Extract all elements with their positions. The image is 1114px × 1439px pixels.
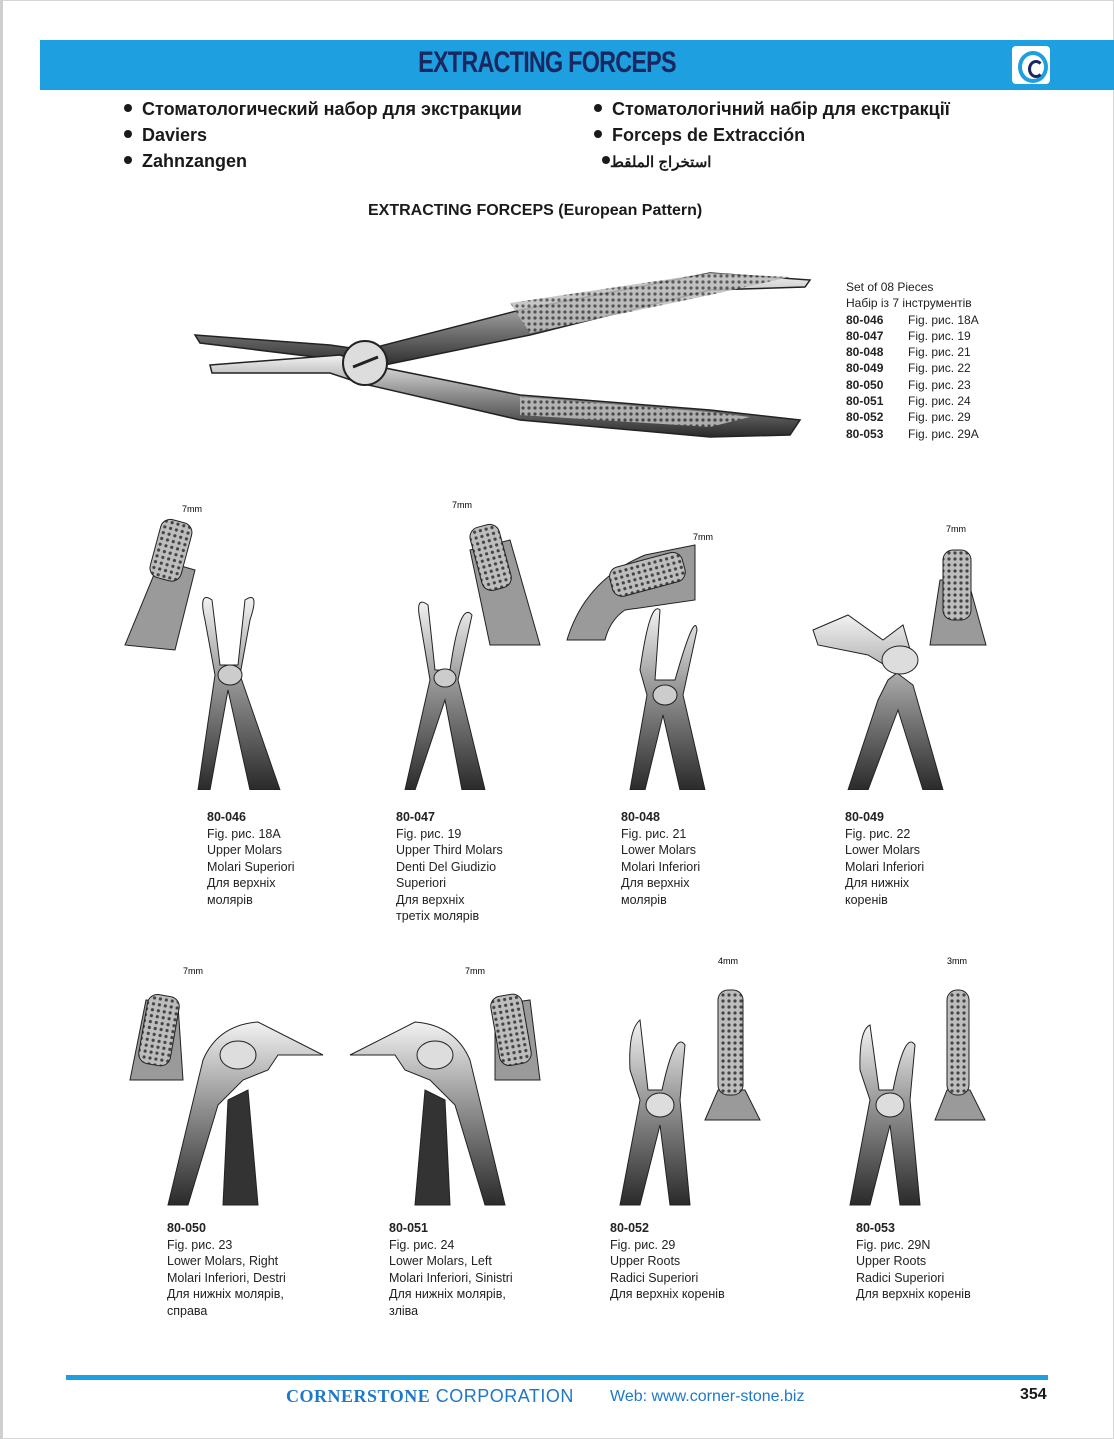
set-item: 80-047 Fig. рис. 19: [846, 328, 971, 343]
bullet-icon: [124, 104, 132, 112]
section-subtitle: EXTRACTING FORCEPS (European Pattern): [368, 202, 703, 219]
set-item: 80-052 Fig. рис. 29: [846, 410, 971, 425]
forceps-80-053-image: [835, 950, 995, 1210]
language-item: Zahnzangen: [124, 148, 522, 174]
footer-brand: CORNERSTONE CORPORATION: [286, 1386, 574, 1406]
product-card: 80-052 Fig. рис. 29 Upper Roots Radici Superiori Для верхніх коренів: [610, 1221, 725, 1301]
company-logo-icon: [1012, 46, 1050, 84]
language-list-right: [594, 96, 950, 176]
set-item: 80-049 Fig. рис. 22: [846, 361, 971, 376]
bullet-icon: [602, 156, 610, 164]
set-info: [846, 279, 979, 442]
svg-text:7mm: 7mm: [183, 966, 203, 976]
set-subtitle: Набір із 7 інструментів: [846, 296, 972, 311]
set-item: 80-050 Fig. рис. 23: [846, 377, 971, 392]
svg-text:7mm: 7mm: [693, 532, 713, 542]
forceps-80-049-image: [808, 520, 993, 790]
set-item: 80-051 Fig. рис. 24: [846, 394, 971, 409]
product-card: 80-047 Fig. рис. 19 Upper Third Molars Denti Del Giudizio Superiori Для верхніх третіх молярів: [396, 810, 503, 923]
product-card: 80-053 Fig. рис. 29N Upper Roots Radici Superiori Для верхніх коренів: [856, 1221, 971, 1301]
language-item: Forceps de Extracción: [594, 122, 950, 148]
page-title: EXTRACTING FORCEPS: [418, 46, 676, 79]
product-card: 80-046 Fig. рис. 18A Upper Molars Molari Superiori Для верхніх молярів: [207, 810, 295, 907]
bullet-icon: [594, 130, 602, 138]
page-edge: [0, 0, 3, 1439]
bullet-icon: [124, 130, 132, 138]
forceps-80-050-image: [128, 960, 328, 1210]
set-title: Set of 08 Pieces: [846, 280, 934, 294]
forceps-80-052-image: [600, 950, 770, 1210]
language-item: Daviers: [124, 122, 522, 148]
language-list-left: [124, 96, 522, 174]
forceps-80-051-image: [345, 960, 545, 1210]
product-card: 80-050 Fig. рис. 23 Lower Molars, Right Molari Inferiori, Destri Для нижніх молярів, справа: [167, 1221, 286, 1318]
forceps-main-image: [190, 255, 820, 445]
product-card: 80-049 Fig. рис. 22 Lower Molars Molari Inferiori Для нижніх коренів: [845, 810, 925, 907]
svg-text:7mm: 7mm: [182, 504, 202, 514]
svg-text:7mm: 7mm: [452, 500, 472, 510]
page-number: 354: [1020, 1386, 1047, 1403]
svg-text:3mm: 3mm: [947, 956, 967, 966]
language-item: Стоматологічний набір для екстракції: [594, 96, 950, 122]
footer-divider: [66, 1375, 1048, 1380]
svg-text:7mm: 7mm: [946, 524, 966, 534]
svg-text:4mm: 4mm: [718, 956, 738, 966]
product-card: 80-051 Fig. рис. 24 Lower Molars, Left Molari Inferiori, Sinistri Для нижніх молярів, зліва: [389, 1221, 513, 1318]
bullet-icon: [124, 156, 132, 164]
forceps-80-046-image: [120, 490, 310, 790]
footer-website-link[interactable]: Web: www.corner-stone.biz: [610, 1388, 805, 1405]
set-item: 80-053 Fig. рис. 29A: [846, 426, 979, 441]
language-item: Стоматологический набор для экстракции: [124, 96, 522, 122]
header-bar: [40, 40, 1114, 90]
svg-text:7mm: 7mm: [465, 966, 485, 976]
product-card: 80-048 Fig. рис. 21 Lower Molars Molari Inferiori Для верхніх молярів: [621, 810, 701, 907]
set-item: 80-046 Fig. рис. 18A: [846, 312, 979, 327]
forceps-80-047-image: [400, 490, 550, 790]
set-item: 80-048 Fig. рис. 21: [846, 345, 971, 360]
language-item: استخراج الملقط: [594, 148, 950, 176]
bullet-icon: [594, 104, 602, 112]
forceps-80-048-image: [565, 520, 725, 790]
